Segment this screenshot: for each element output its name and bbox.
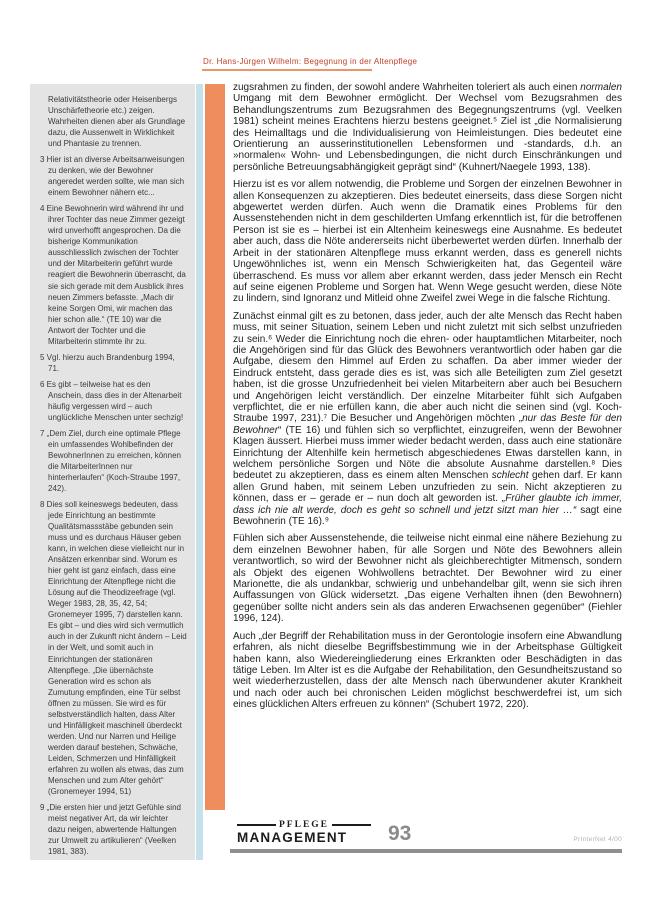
issue-label: PrInterNet 4/00	[573, 836, 622, 843]
sidebar-notes	[40, 94, 187, 857]
orange-accent-bar	[205, 84, 225, 810]
footnote: 7 „Dem Ziel, durch eine optimale Pflege ein umfassendes Wohlbefinden der BewohnerInnen zu erreichen, können die MitarbeiterInnen nur hinterherlaufen“ (Koch-Straube 1997, 242).	[40, 428, 181, 494]
footnote: 8 Dies soll keineswegs bedeuten, dass jede Einrichtung an bestimmte Qualitätsmassstäbe gebunden sein muss und es durchaus Häuser geben kann, in welchen diese vielleicht nur in Ansätzen erkennbar sind. Worum es hier geht ist ganz einfach, dass eine Einrichtung der Altenpflege nicht die Lösung auf die Theodizeefrage (vgl. Weger 1983, 28, 35, 42, 54; Gronemeyer 1995, 7) darstellen kann. Es gibt – und dies wird sich vermutlich auch in der Zukunft nicht ändern – Leid in der Welt, und somit auch in Einrichtungen der stationären Altenpflege. „Die übernächste Generation wird es schon als Zumutung empfinden, eine Tür selbst öffnen zu müssen. Sie wird es für selbstverständlich halten, dass Alter und Hinfälligkeit maschinell überdeckt werden. Und nur Narren und Heilige werden darauf bestehen, Schwäche, Leiden, Schmerzen und Hinfälligkeit erfahren zu wollen als etwas, das zum Menschen und zum Alter gehört“ (Gronemeyer 1994, 51)	[40, 500, 187, 796]
logo-rule-right	[332, 824, 371, 826]
footnote: 5 Vgl. hierzu auch Brandenburg 1994, 71.	[40, 352, 175, 373]
logo-management: MANAGEMENT	[237, 830, 348, 845]
body-paragraph: Fühlen sich aber Aussenstehende, die teilweise nicht einmal eine nähere Beziehung zu dem einzelnen Bewohner haben, für alle Sorgen und Nöte des Bewohners allein verantwortlich, so wird der Bewohner nicht als gleichberechtigter Mitmensch, sondern als Objekt des eigenen Wohlwollens betrachtet. Der Bewohner wird zu einer Marionette, die als undankbar, schwierig und unbehandelbar gilt, wenn sie sich ihren Auffassungen von Glück widersetzt. „Das eigene Verhalten ihnen (den Bewohnern) gegenüber sollte nicht anders sein als das anderen Erwachsenen gegenüber“ (Fiehler 1996, 124).	[233, 533, 622, 625]
body-paragraph: Auch „der Begriff der Rehabilitation muss in der Gerontologie insofern eine Abwandlung erfahren, als nicht dieselbe Begriffsbestimmung wie in der Arbeitsphase Gültigkeit haben kann, also Wiedereingliederung eines Erkrankten oder Beschädigten in das tätige Leben. Im Alter ist es die Aufgabe der Rehabilitation, den Gesundheitszustand so weit wiederherzustellen, dass der alte Mensch nach überwundener akuter Krankheit und nach oder auch bei chronischen Leiden möglichst beschwerdefrei ist, um sich eines glücklichen Alters erfreuen zu können“ (Schubert 1972, 220).	[233, 630, 622, 711]
logo-rule-left	[237, 824, 276, 826]
footnote-number: 4	[40, 204, 47, 214]
footnote: Relativitätstheorie oder Heisenbergs Unschärfetheorie etc.) zeigen. Wahrheiten dienen aber als Grundlage dazu, die Aussenwelt in Wirklichkeit und Phantasie zu trennen.	[48, 95, 186, 149]
sidebar-notes-panel	[30, 84, 195, 860]
footnote-number: 5	[40, 352, 47, 362]
article-header-title: Dr. Hans-Jürgen Wilhelm: Begegnung in der Altenpflege	[203, 57, 418, 66]
body-paragraph: zugsrahmen zu finden, der sowohl andere Wahrheiten toleriert als auch einen normalen Umgang mit dem Bewohner ermöglicht. Der Wechsel vom Bezugsrahmen des Behandlungszentrums zum Bezugsrahmen des Begegnungszentrums (vgl. Veelken 1981) scheint meines Erachtens hierzu bestens geeignet.⁵ Ziel ist „die Normalisierung des Heimalltags und die Individualisierung von Heimleistungen. Dies bedeutet eine Orientierung an ausserinstitutionellen Lebensformen und -standards, d.h. an »normalen« Wohn- und Lebensbedingungen, die nicht durch Einschränkungen und persönliche Betreuungsabhängigkeit geprägt sind“ (Kuhnert/Naegele 1993, 138).	[233, 82, 622, 173]
header-underline	[202, 69, 372, 71]
logo-pflege: PFLEGE	[279, 820, 330, 830]
footer-rule	[230, 849, 622, 853]
footnote-number: 6	[40, 379, 47, 389]
main-text-column	[233, 82, 622, 717]
body-paragraph: Hierzu ist es vor allem notwendig, die Probleme und Sorgen der einzelnen Bewohner in allen Konsequenzen zu akzeptieren. Dies bedeutet einerseits, dass diese Sorgen nicht abgewertet werden dürfen. Auch wenn die Dramatik eines Problems für den Aussenstehenden nicht in dem geschilderten Umfang erkenntlich ist, für die betroffenen Person ist sie es – hierbei ist ein Altenheim keineswegs eine Ausnahme. Es bedeutet aber auch, dass die Nöte andererseits nicht überbewertet werden dürfen. Innerhalb der Arbeit in der stationären Altenpflege muss erkannt werden, dass es generell nichts Ungewöhnliches ist, wenn ein Mensch Schwierigkeiten hat, das Gegenteil wäre überraschend. Es muss vor allem aber erkannt werden, dass jeder Mensch ein Recht auf seine eigenen Probleme und Sorgen hat. Wenn Wege gesucht werden, diese Nöte zu lindern, sind Ignoranz und Mitleid ohne Zweifel zwei Wege in die falsche Richtung.	[233, 179, 622, 305]
page-number: 93	[388, 822, 412, 845]
journal-logo	[237, 820, 371, 845]
body-paragraph: Zunächst einmal gilt es zu betonen, dass jeder, auch der alte Mensch das Recht haben muss, mit seiner Situation, seinem Leben und nicht zuletzt mit sich selbst unzufrieden zu sein.⁶ Weder die Einrichtung noch die ehren- oder hauptamtlichen Mitarbeiter, noch die Angehörigen sind für das Glück des Bewohners verantwortlich oder haben gar die Aufgabe, diesem den Himmel auf Erden zu schaffen. Da aber immer wieder der Eindruck entsteht, dass gerade dies es ist, was sich alle Beteiligten zum Ziel gesetzt haben, ist die grosse Unzufriedenheit bei vielen Mitarbeitern aber auch bei Besuchern und Angehörigen leicht verständlich. Der einzelne Mitarbeiter fühlt sich Aufgaben verpflichtet, die er nie erfüllen kann, die aber auch nicht die seinen sind (vgl. Koch-Straube 1997, 231).⁷ Die Besucher und Angehörigen möchten „nur das Beste für den Bewohner“ (TE 16) und fühlen sich so verpflichtet, einzugreifen, wenn der Bewohner Klagen äussert. Hierbei muss immer wieder bedacht werden, dass auch eine stationäre Einrichtung der Altenhilfe kein hermetisch abgeschiedenes Etwas darstellen kann, in welchem persönliche Sorgen und Nöte die absolute Ausnahme darstellen.⁸ Dies bedeutet zu akzeptieren, dass es einem alten Menschen schlecht gehen darf. Er kann allen Grund haben, mit seinem Leben unzufrieden zu sein. Nicht akzeptieren zu können, dass er – gerade er – nun doch alt geworden ist. „Früher glaubte ich immer, dass ich nie alt werde, doch es geht so schnell und jetzt sitzt man hier …“ sagt eine Bewohnerin (TE 16).⁹	[233, 310, 623, 528]
footnote-number: 9	[40, 802, 47, 812]
body-paragraphs	[233, 82, 622, 711]
logo-top-row	[237, 820, 371, 830]
footnote: 4 Eine Bewohnerin wird während ihr und ihrer Tochter das neue Zimmer gezeigt wird unverhofft angesprochen. Da die bisherige Kommunikation ausschliesslich zwischen der Tochter und der Mitarbeiterin geführt wurde reagiert die Bewohnerin überrascht, da sie sich gerade mit dem Ausblick ihres neuen Zimmers befasste. „Mach dir keine Sorgen Omi, wir machen das hier schon alle.“ (TE 10) war die Antwort der Tochter und die Mitarbeiterin stimmte ihr zu.	[40, 204, 186, 346]
footnote: 3 Hier ist an diverse Arbeitsanweisungen zu denken, wie der Bewohner angeredet werden sollte, wie man sich einem Bewohner nähern etc...	[40, 155, 185, 198]
footnote: 6 Es gibt – teilweise hat es den Anschein, dass dies in der Altenarbeit häufig vergessen wird – auch unglückliche Menschen unter sechzig!	[40, 379, 184, 422]
footnote-number: 8	[40, 500, 47, 510]
footnote: 9 „Die ersten hier und jetzt Gefühle sind meist negativer Art, da wir leichter dazu neigen, abwertende Haltungen zur Umwelt zu artikulieren“ (Veelken 1981, 383).	[40, 802, 181, 857]
footnote-number: 3	[40, 155, 47, 165]
blue-accent-strip	[196, 84, 203, 860]
footnote-number: 7	[40, 428, 47, 438]
